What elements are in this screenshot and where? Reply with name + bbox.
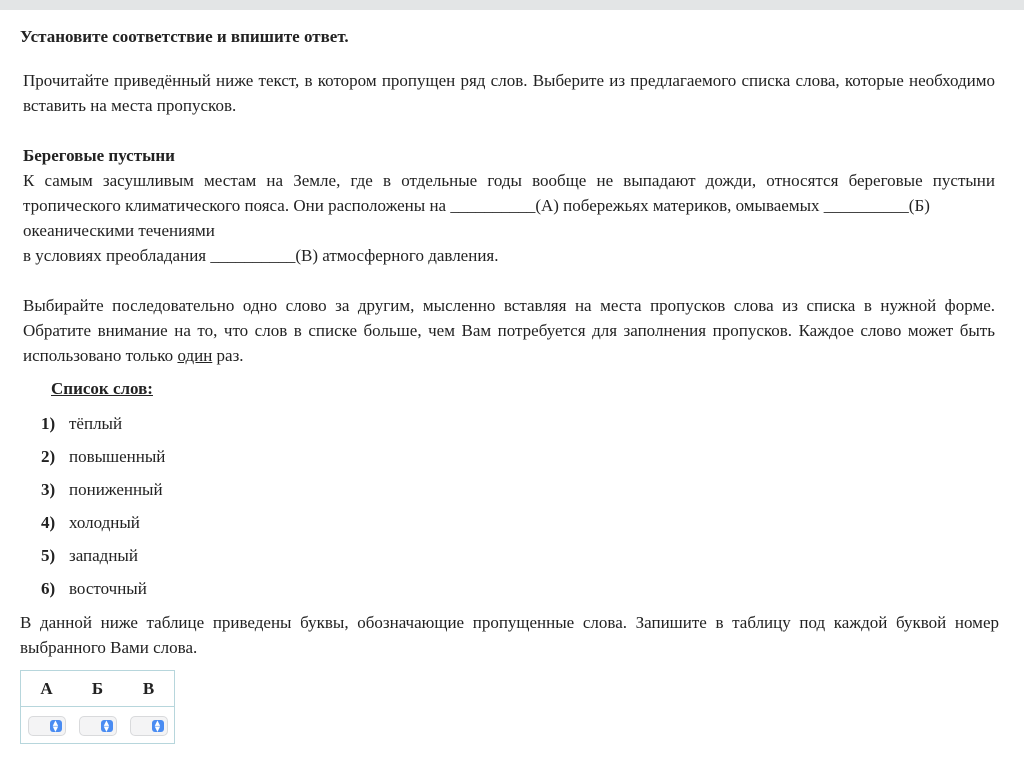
word-list-item [41, 444, 165, 469]
passage-text [23, 168, 995, 268]
header-letter-b: Б [72, 671, 123, 707]
word-number: 4) [41, 513, 56, 532]
word-list-item [41, 411, 122, 436]
answer-table [20, 670, 175, 744]
word-text: западный [69, 546, 138, 565]
word-list-title: Список слов: [51, 379, 153, 398]
top-bar [0, 0, 1024, 10]
word-number: 5) [41, 546, 56, 565]
instructions-text [23, 293, 995, 368]
answer-select-a[interactable] [28, 716, 66, 736]
header-letter-a: А [21, 671, 73, 707]
answer-header-row [21, 671, 175, 707]
task-heading: Установите соответствие и впишите ответ. [20, 27, 349, 46]
intro-text: Прочитайте приведённый ниже текст, в котором пропущен ряд слов. Выберите из предлагаемого списка слова, которые необходимо вставить на места пропусков. [23, 71, 995, 115]
chevron-up-down-icon: ▲ ▼ [50, 720, 62, 732]
word-text: восточный [69, 579, 147, 598]
answer-cell-b [72, 707, 123, 744]
header-letter-c: В [123, 671, 175, 707]
instructions-underlined: один [177, 346, 213, 365]
word-text: тёплый [69, 414, 123, 433]
chevron-up-down-icon: ▲ ▼ [152, 720, 164, 732]
word-list-item [41, 477, 163, 502]
answer-select-b[interactable] [79, 716, 117, 736]
instructions-part-2: раз. [212, 346, 244, 365]
chevron-up-down-icon: ▲ ▼ [101, 720, 113, 732]
word-text: повышенный [69, 447, 166, 466]
word-text: холодный [69, 513, 140, 532]
word-list-item [41, 576, 147, 601]
passage-title: Береговые пустыни [23, 146, 175, 165]
table-instruction: В данной ниже таблице приведены буквы, обозначающие пропущенные слова. Запишите в таблицу под каждой буквой номер выбранного Вами слова. [20, 613, 999, 657]
answer-select-c[interactable] [130, 716, 168, 736]
word-list-item [41, 543, 138, 568]
passage-line-2: океаническими течениями [23, 221, 215, 240]
answer-select-row [21, 707, 175, 744]
word-list-item [41, 510, 140, 535]
word-text: пониженный [69, 480, 163, 499]
word-number: 2) [41, 447, 56, 466]
passage-line-3: в условиях преобладания __________(В) атмосферного давления. [23, 246, 499, 265]
passage-line-1: К самым засушливым местам на Земле, где в отдельные годы вообще не выпадают дожди, относятся береговые пустыни тропического климатического пояса. Они расположены на __________(А) побережьях материков, омываемых __________(Б) [23, 171, 995, 215]
answer-cell-c [123, 707, 175, 744]
instructions-part-1: Выбирайте последовательно одно слово за другим, мысленно вставляя на места пропусков слова из списка в нужной форме. Обратите внимание на то, что слов в списке больше, чем Вам потребуется для заполнения пропусков. Каждое слово может быть использовано только [23, 296, 995, 365]
word-number: 1) [41, 414, 56, 433]
word-number: 6) [41, 579, 56, 598]
answer-cell-a [21, 707, 73, 744]
word-number: 3) [41, 480, 56, 499]
